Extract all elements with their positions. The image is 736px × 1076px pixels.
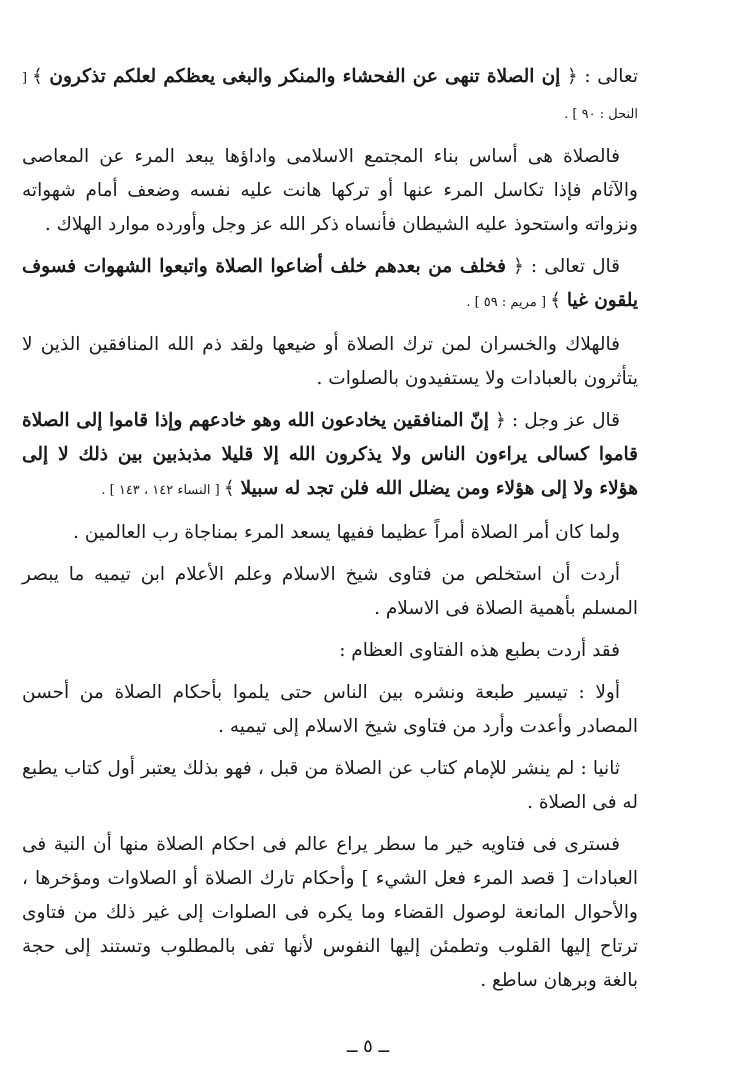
page-body [22,60,638,1006]
body-paragraph: أردت أن استخلص من فتاوى شيخ الاسلام وعلم الأعلام ابن تيميه ما يبصر المسلم بأهمية الصلاة فى الاسلام . [22,564,638,619]
verse-intro: قال تعالى : ﴿ [505,256,620,277]
verse-reference: [ النساء ١٤٢ ، ١٤٣ ] . [101,483,224,498]
body-paragraph: فالهلاك والخسران لمن ترك الصلاة أو ضيعها ولقد ذم الله المنافقين الذين لا يتأثرون بالعبادات ولا يستفيدون بالصلوات . [22,334,638,389]
verse-paragraph-2 [22,250,638,320]
quran-verse: إنّ المنافقين يخادعون الله وهو خادعهم وإذا قاموا إلى الصلاة قاموا كسالى يراءون الناس ولا يذكرون الله إلا قليلا مذبذبين بين ذلك لا إلى هؤلاء ولا إلى هؤلاء ومن يضلل الله فلن تجد له سبيلا [22,410,638,499]
list-item-second: ثانيا : لم ينشر للإمام كتاب عن الصلاة من قبل ، فهو بذلك يعتبر أول كتاب يطبع له فى الصلاة . [22,758,638,813]
verse-close: ﴾ [550,290,567,311]
verse-paragraph-3 [22,404,638,508]
verse-intro: قال عز وجل : ﴿ [488,410,620,431]
quran-verse: فخلف من بعدهم خلف أضاعوا الصلاة واتبعوا الشهوات فسوف يلقون غيا [22,256,638,311]
page-number: ــ ٥ ــ [346,1036,390,1057]
body-paragraph: فسترى فى فتاويه خير ما سطر يراع عالم فى احكام الصلاة منها أن النية فى العبادات [ قصد المرء فعل الشيء ] وأحكام تارك الصلاة أو الصلاوات ومؤخرها ، والأحوال المانعة لوصول القضاء وما يكره فى الصلوات إلى غير ذلك من فتاوى ترتاح إليها القلوب وتطمئن إليها النفوس لأنها تفى بالمطلوب وتستند إلى حجة بالغة وبرهان ساطع . [22,834,638,991]
verse-paragraph-1 [22,60,638,132]
verse-close: ﴾ [223,478,241,499]
verse-close: ﴾ [31,66,50,87]
body-paragraph: ولما كان أمر الصلاة أمراً عظيما ففيها يسعد المرء بمناجاة رب العالمين . [73,522,620,543]
verse-reference: [ النحل : ٩٠ ] . [22,71,638,122]
list-item-first: أولا : تيسير طبعة ونشره بين الناس حتى يلموا بأحكام الصلاة من أحسن المصادر وأعدت وأرد من فتاوى شيخ الاسلام إلى تيميه . [22,682,638,737]
quran-verse: إن الصلاة تنهى عن الفحشاء والمنكر والبغى يعظكم لعلكم تذكرون [49,66,561,87]
verse-intro: تعالى : ﴿ [560,66,638,87]
verse-reference: [ مريم : ٥٩ ] . [466,295,551,310]
body-paragraph: فقد أردت بطبع هذه الفتاوى العظام : [339,640,620,661]
body-paragraph: فالصلاة هى أساس بناء المجتمع الاسلامى واداؤها يبعد المرء عن المعاصى والآثام فإذا تكاسل المرء عنها أو تركها هانت عليه نفسه وضعف أمام شهواته ونزواته واستحوذ عليه الشيطان فأنساه ذكر الله عز وجل وأورده موارد الهلاك . [22,146,638,235]
